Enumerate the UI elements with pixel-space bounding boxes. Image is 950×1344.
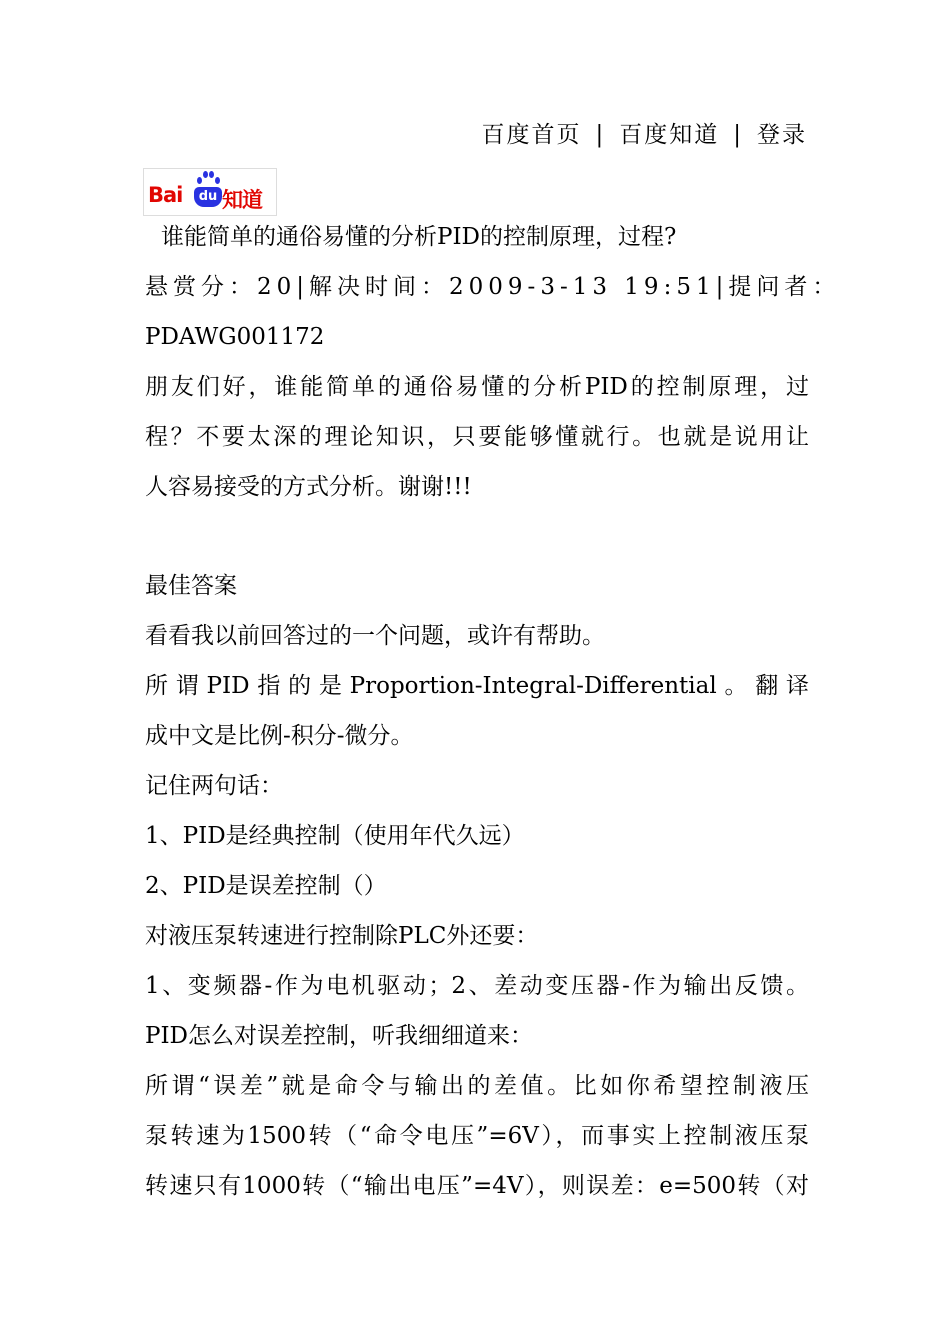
answer-line: 泵转速为1500转（“命令电压”=6V），而事实上控制液压泵 <box>145 1123 809 1149</box>
question-body-line: 朋友们好，谁能简单的通俗易懂的分析PID的控制原理，过 <box>145 374 809 400</box>
paw-icon <box>196 171 220 187</box>
question-meta: 悬赏分：20|解决时间：2009-3-13 19:51|提问者： <box>145 274 841 300</box>
answer-line: 所谓PID指的是Proportion-Integral-Differential。翻译 <box>145 673 809 699</box>
answer-line: 1、变频器-作为电机驱动；2、差动变压器-作为输出反馈。 <box>145 973 809 999</box>
nav-baidu-home-link[interactable]: 百度首页 <box>481 122 582 148</box>
question-body-line: 程？不要太深的理论知识，只要能够懂就行。也就是说用让 <box>145 424 809 450</box>
logo-zhidao-text: 知道 <box>222 188 262 212</box>
logo-bai-text: Bai <box>148 183 183 207</box>
question-body-line: 人容易接受的方式分析。谢谢!!! <box>145 474 472 500</box>
nav-baidu-zhidao-link[interactable]: 百度知道 <box>619 122 720 148</box>
answer-line: PID怎么对误差控制，听我细细道来： <box>145 1023 534 1049</box>
top-navigation <box>482 116 808 149</box>
answer-line: 对液压泵转速进行控制除PLC外还要： <box>145 923 539 949</box>
answer-line: 2、PID是误差控制（） <box>145 873 387 899</box>
answer-line: 转速只有1000转（“输出电压”=4V），则误差：e=500转（对 <box>145 1173 809 1199</box>
answer-line: 记住两句话： <box>145 773 283 799</box>
baidu-zhidao-logo[interactable] <box>143 168 277 216</box>
article-content <box>145 212 841 1211</box>
nav-separator: | <box>595 122 606 148</box>
nav-separator: | <box>733 122 743 148</box>
spacer <box>145 512 809 561</box>
nav-login-link[interactable]: 登录 <box>757 122 807 148</box>
answer-line: 成中文是比例-积分-微分。 <box>145 723 414 749</box>
answer-line: 看看我以前回答过的一个问题，或许有帮助。 <box>145 623 605 649</box>
logo-du-text: du <box>194 187 222 207</box>
answer-heading: 最佳答案 <box>145 573 237 599</box>
question-title: 谁能简单的通俗易懂的分析PID的控制原理，过程? <box>161 224 677 250</box>
answer-line: 所谓“误差”就是命令与输出的差值。比如你希望控制液压 <box>145 1073 809 1099</box>
answer-line: 1、PID是经典控制（使用年代久远） <box>145 823 525 849</box>
question-asker: PDAWG001172 <box>145 324 325 350</box>
